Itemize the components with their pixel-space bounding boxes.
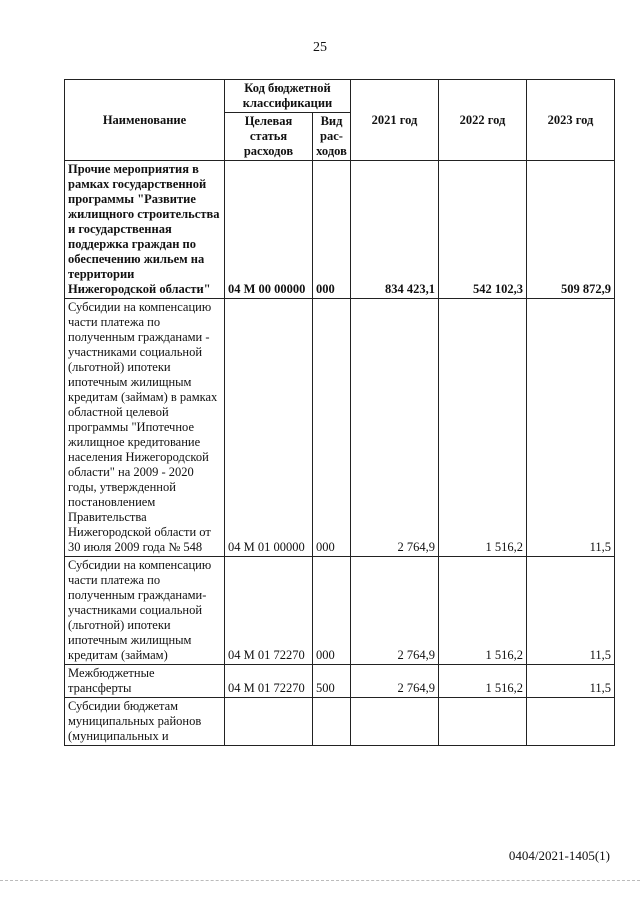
row-name: Прочие мероприятия в рамках государственной программы "Развитие жилищного строительства и государственная поддержка граждан по обеспечению жильем на территории Нижегородской области" [65,161,225,299]
row-2021: 2 764,9 [351,557,439,665]
row-kind: 000 [313,161,351,299]
table-row [65,665,615,698]
document-number: 0404/2021-1405(1) [508,848,610,863]
row-kind: 000 [313,299,351,557]
row-2022 [439,698,527,746]
header-2021: 2021 год [351,80,439,161]
table-row [65,557,615,665]
row-name: Субсидии на компенсацию части платежа по полученным гражданами - участниками социальной (льготной) ипотеки ипотечным жилищным кредитам (займам) в рамках областной целевой программы "Ипотечное жилищное кредитование населения Нижегородской области" на 2009 - 2020 годы, утвержденной постановлением Правительства Нижегородской области от 30 июля 2009 года № 548 [65,299,225,557]
table-row [65,698,615,746]
page-number: 25 [313,40,327,55]
row-2021 [351,698,439,746]
row-2022: 1 516,2 [439,299,527,557]
row-kind [313,698,351,746]
row-2023: 509 872,9 [527,161,615,299]
page-edge-divider [0,880,640,881]
row-2021: 834 423,1 [351,161,439,299]
row-kind: 500 [313,665,351,698]
row-name: Субсидии бюджетам муниципальных районов (муниципальных и [65,698,225,746]
header-name: Наименование [65,80,225,161]
row-2023: 11,5 [527,665,615,698]
row-code: 04 М 01 72270 [225,665,313,698]
row-2023: 11,5 [527,557,615,665]
budget-table [64,79,615,746]
row-2023 [527,698,615,746]
row-2022: 542 102,3 [439,161,527,299]
header-2023: 2023 год [527,80,615,161]
header-classification: Код бюджетной классификации [225,80,351,113]
table-row [65,161,615,299]
row-code: 04 М 01 00000 [225,299,313,557]
row-name: Межбюджетные трансферты [65,665,225,698]
row-2022: 1 516,2 [439,665,527,698]
header-2022: 2022 год [439,80,527,161]
row-code [225,698,313,746]
row-2023: 11,5 [527,299,615,557]
row-kind: 000 [313,557,351,665]
row-name: Субсидии на компенсацию части платежа по полученным гражданами-участниками социальной (льготной) ипотеки ипотечным жилищным кредитам (займам) [65,557,225,665]
header-target-item: Целевая статья расходов [225,113,313,161]
row-2022: 1 516,2 [439,557,527,665]
row-code: 04 М 01 72270 [225,557,313,665]
row-code: 04 М 00 00000 [225,161,313,299]
row-2021: 2 764,9 [351,665,439,698]
row-2021: 2 764,9 [351,299,439,557]
table-row [65,299,615,557]
header-expense-type: Вид рас-ходов [313,113,351,161]
